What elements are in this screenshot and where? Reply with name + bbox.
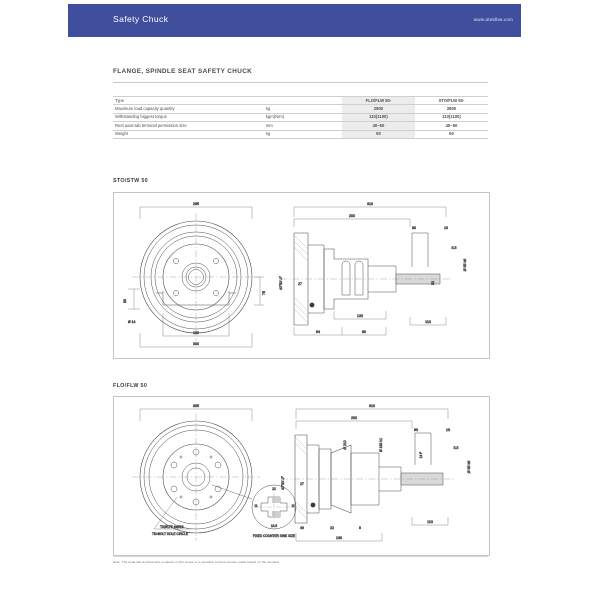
dim-front-right-sto: 75 [262,291,266,295]
dim-section-base-left-flo: 40 [300,526,304,530]
spec-value-sto: 40~50 [415,122,488,130]
table-row [113,122,488,130]
drawing-sto-stw-50 [114,193,489,358]
dim-section-bottom-right-sto: 110 [425,320,431,324]
dim-section-inner-sto: 200 [349,214,355,218]
dim-right-height-sto: 5.5 [451,246,457,250]
table-row [113,97,488,105]
dim-section-base-mid-sto: 80 [362,330,366,334]
spec-value-flo: 50 [342,130,415,138]
note-divider [113,556,488,557]
dim-section-bottom-small-flo: 8 [359,526,361,530]
footer-note: Note: The axial-tab terminal size is allows in this scope is to possible to have custom made based on the demand [113,560,280,564]
dim-section-small-right-sto: 10 [444,226,448,230]
dim-bore-label-sto: 27 [298,282,302,286]
front-view-sto [132,213,260,341]
dim-section-step-sto: 80 [412,226,416,230]
dim-section-inner-flo: 200 [351,416,357,420]
drawing-panel-sto-stw-50 [113,192,490,359]
spec-name: Type [113,97,264,105]
section-view-flo [281,433,455,523]
detail-dim-22-flo: 22 [272,487,276,491]
website-url: www.ateklbw.com [473,17,513,22]
spec-unit: kg [264,130,342,138]
section-view-sto [280,233,452,325]
dim-section-small-right-flo: 10 [446,428,450,432]
dim-taper-label-flo: 40°50'-0° [281,476,285,490]
spec-value-flo: 40~50 [342,122,415,130]
spec-value-sto: 50 [415,130,488,138]
title-divider [113,82,488,83]
spec-name: Weight [113,130,264,138]
spec-value-sto: 2800 [415,105,488,113]
dim-taper-label-sto: 40°50'-0° [279,276,283,290]
front-view-flo [132,413,260,541]
dim-flange-label2-flo: Ø 188 h1 [379,438,383,452]
table-row [113,113,488,121]
drawing-flo-flw-50 [114,397,489,555]
detail-dim-11b-flo: 11 [291,504,295,508]
spec-value-flo: 2800 [342,105,415,113]
dim-bore-label-flo: 27 [300,482,304,486]
dim-section-outer-flo: 310 [369,404,375,408]
page-header-bar [68,4,521,37]
dim-right-height-flo: 5.5 [453,446,459,450]
dim-front-left-sto: 80 [123,299,127,303]
drawing-svg-flo-flw-50 [114,397,489,555]
bolt-circle-note-flo: TKØ175 4xØ18 [160,525,184,529]
dim-front-inner-sto: 160 [193,331,199,335]
spec-unit: mm [264,122,342,130]
dim-front-width-flo: 305 [193,404,199,408]
section-label-flo-flw-50: FLO/FLW 50 [113,383,148,389]
dim-front-width-sto: 295 [193,202,199,206]
drawing-svg-sto-stw-50 [114,193,489,358]
spec-value-sto: 110(1100) [415,113,488,121]
spec-unit: kgm(N/m) [264,113,342,121]
dim-section-bottom-mid-flo: 22 [330,526,334,530]
spec-value-sto: STO/FLW 50- [415,97,488,105]
bolt-circle-caption-flo: TK=BOLT HOLE CIRCLE [152,532,189,536]
dim-counter-label-flo: 14 P [419,451,423,459]
section-label-sto-stw-50: STO/STW 50 [113,178,148,184]
dim-front-outer-sto: 300 [193,342,199,346]
detail-dim-11a-flo: 11 [254,504,258,508]
dim-section-bottom-inner-sto: 120 [357,314,363,318]
document-title: FLANGE, SPINDLE SEAT SAFETY CHUCK [113,68,253,75]
table-row [113,105,488,113]
spec-name: Maximum load capacity quantity [113,105,264,113]
detail-dim-105-flo: 10.5 [270,524,278,528]
dim-section-right-mid-sto: 52 [431,281,435,285]
dim-flange-label-flo: Ø 210 [343,440,347,450]
detail-caption-flo: FIXED COUNTER SINK SIZE [252,534,296,538]
spec-name: Withstanding biggest torque [113,113,264,121]
dim-shaft-label-flo: Ø 85 k6 [467,460,471,474]
dim-section-step-flo: 80 [414,428,418,432]
spec-unit: kg [264,105,342,113]
dim-shaft-label-sto: Ø 85 k6 [463,258,467,272]
spec-value-flo: FLO/FLW 50- [342,97,415,105]
drawing-panel-flo-flw-50 [113,396,490,556]
section-view-dimensions-sto [294,207,446,335]
dim-section-base-left-sto: 94 [316,330,320,334]
spec-value-flo: 110(1100) [342,113,415,121]
dim-hole-note-sto: Ø 14 [128,320,136,324]
table-row [113,130,488,138]
dim-section-bottom-right-flo: 110 [427,520,433,524]
spec-name: Reel axial-tab terminal permission size [113,122,264,130]
page-title: Safety Chuck [113,14,169,24]
specification-table [113,96,488,139]
spec-unit [264,97,342,105]
dim-section-bottom-outer-flo: 130 [336,536,342,540]
dim-section-outer-sto: 310 [367,202,373,206]
